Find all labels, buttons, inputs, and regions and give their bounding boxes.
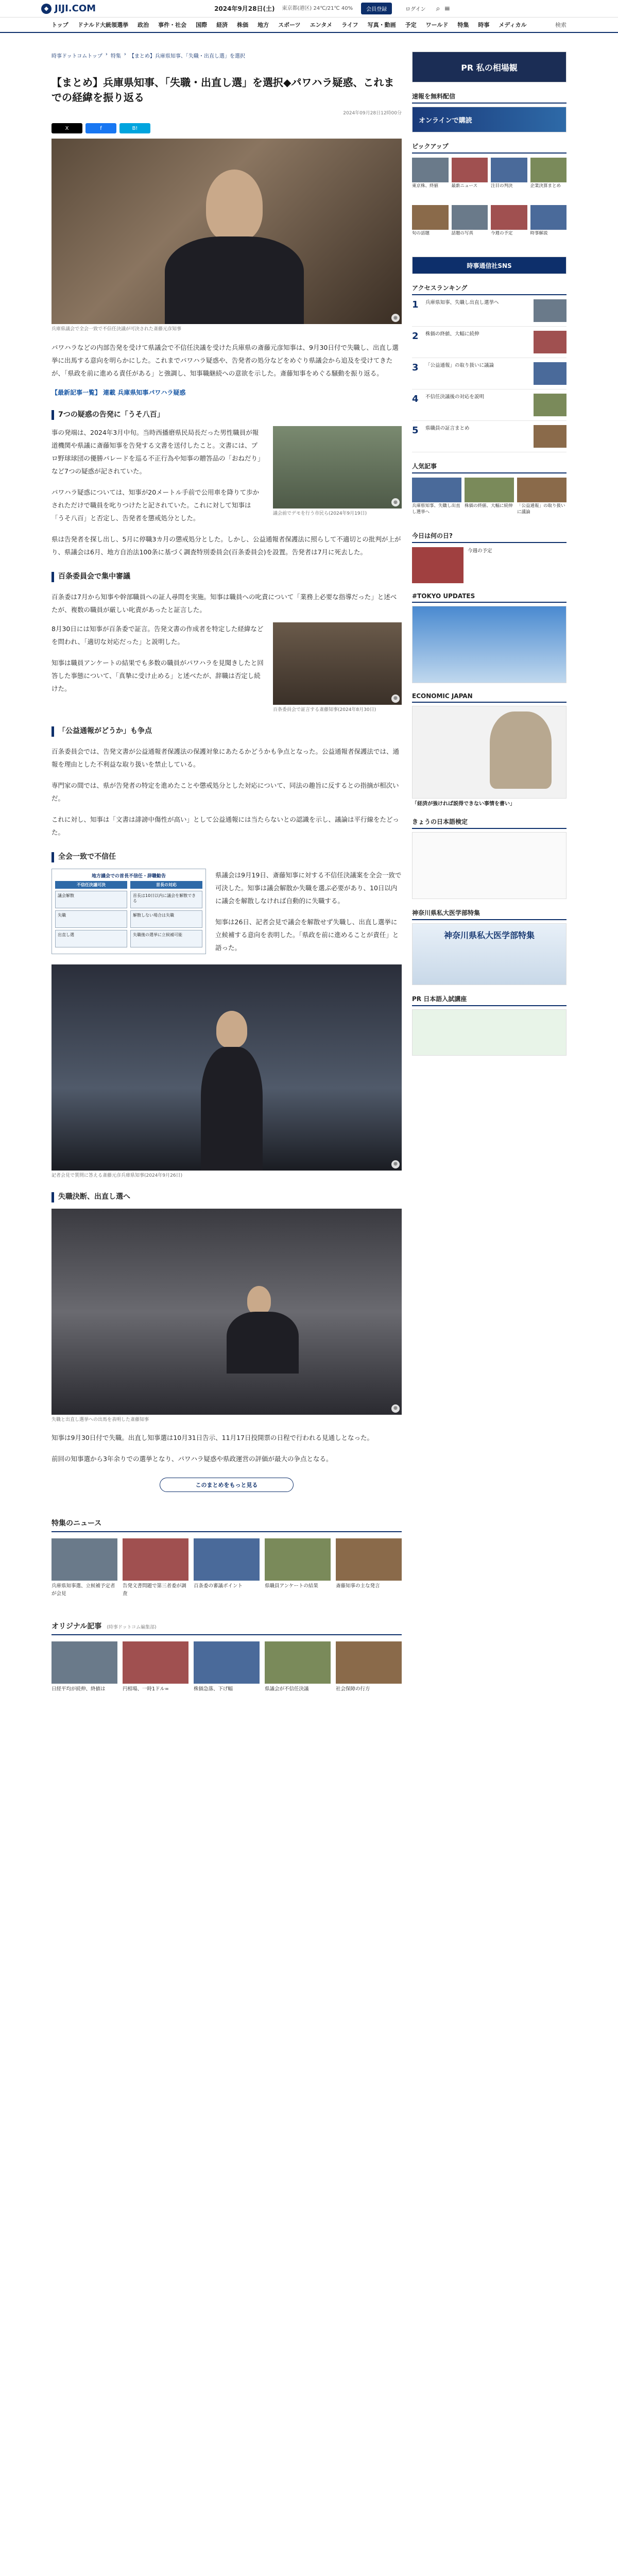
- card-title: 株価急落、下げ幅: [194, 1686, 233, 1692]
- popular-thumbnail: [412, 478, 461, 502]
- ranking-title: 兵庫県知事、失職し出直し選挙へ: [425, 300, 499, 306]
- zoom-icon[interactable]: ⊕: [391, 498, 400, 506]
- ranking-item[interactable]: [412, 421, 566, 452]
- paragraph: 県は告発者を探し出し、5月に停職3カ月の懲戒処分とした。しかし、公益通報者保護法に照らして不適切との批判が上がり、県議会は6月、地方自治法100条に基づく調査特別委員会(百条委員会)を設置。告発者は7月に死去した。: [52, 535, 401, 556]
- card-title: 円相場、一時1ドル=: [123, 1686, 169, 1692]
- site-logo[interactable]: [41, 3, 96, 14]
- card-thumbnail: [265, 1641, 331, 1684]
- pickup-title: 最新ニュース: [451, 183, 478, 189]
- person-body: [201, 1047, 263, 1171]
- popular-item[interactable]: [465, 478, 514, 522]
- quiz-heading: きょうの日本語検定: [412, 817, 566, 829]
- ranking-number: 4: [412, 394, 419, 404]
- paragraph: 事の発端は、2024年3月中旬。当時西播磨県民局長だった男性職員が報道機関や県議に斎藤知事を告発する文書を送付したこと。文書には、プロ野球球団の優勝パレードを巡る不正行為や知事の贈答品の「おねだり」など7つの疑惑が記されていた。: [52, 429, 261, 476]
- chart-cell: 失職: [55, 910, 127, 928]
- conference-photo-caption: 失職と出直し選挙への出馬を表明した斎藤知事: [52, 1417, 149, 1422]
- login-button[interactable]: ログイン: [405, 7, 426, 12]
- section-heading: 全会一致で不信任: [52, 852, 402, 862]
- press-photo[interactable]: [52, 964, 402, 1171]
- header-date: 2024年9月28日(土): [214, 5, 275, 12]
- nav-item[interactable]: 政治: [138, 22, 149, 28]
- news-card[interactable]: [336, 1641, 402, 1708]
- pickup-title: 注目の判決: [491, 183, 513, 189]
- section-heading: 「公益通報がどうか」も争点: [52, 726, 402, 737]
- ranking-number: 3: [412, 362, 419, 373]
- nav-item[interactable]: 地方: [258, 22, 269, 28]
- ranking-heading: アクセスランキング: [412, 283, 566, 295]
- ranking-number: 2: [412, 331, 419, 342]
- paragraph: 専門家の間では、県が告発者の特定を進めたことや懲戒処分とした対応について、同法の趣旨に反するとの指摘が相次いだ。: [52, 781, 399, 802]
- breadcrumb-separator-icon: ›: [124, 52, 126, 57]
- explainer-chart[interactable]: [52, 869, 206, 954]
- nav-item[interactable]: 時事: [478, 22, 490, 28]
- ranking-thumbnail: [534, 394, 566, 416]
- person-face: [247, 1286, 271, 1315]
- card-thumbnail: [194, 1538, 260, 1581]
- person-face: [206, 170, 263, 242]
- pickup-grid: [412, 158, 566, 249]
- side-ad-banner[interactable]: PR 私の相場観: [412, 52, 566, 82]
- article-updated: 2024年09月28日12時00分: [343, 111, 402, 116]
- pickup-item[interactable]: [530, 205, 567, 249]
- nav-item[interactable]: スポーツ: [278, 22, 301, 28]
- ranking-item[interactable]: [412, 389, 566, 421]
- nav-item[interactable]: ライフ: [341, 22, 358, 28]
- subscribe-banner[interactable]: オンラインで購読: [412, 107, 566, 132]
- card-thumbnail: [336, 1538, 402, 1581]
- card-thumbnail: [52, 1538, 117, 1581]
- register-button[interactable]: 会員登録: [361, 3, 392, 14]
- person-body: [227, 1312, 299, 1374]
- today-text[interactable]: 今週の予定: [468, 548, 492, 554]
- nav-item[interactable]: メディカル: [499, 22, 527, 28]
- subscribe-heading: 速報を無料配信: [412, 92, 566, 104]
- nav-item[interactable]: 写真・動画: [367, 22, 396, 28]
- paragraph: 知事は職員アンケートの結果でも多数の職員がパワハラを見聞きしたと回答した事態について、「真摯に受け止める」と述べたが、辞職は否定し続けた。: [52, 658, 264, 692]
- section-heading: 失職決断、出直し選へ: [52, 1192, 402, 1202]
- chart-title: 地方議会での首長不信任・辞職勧告: [91, 873, 166, 879]
- breadcrumb-item[interactable]: 時事ドットコムトップ: [52, 54, 102, 59]
- chart-col-header: 首長の対応: [130, 881, 202, 889]
- ranking-title: 株価の終値、大幅に続伸: [425, 331, 479, 337]
- nav-item[interactable]: 経済: [216, 22, 228, 28]
- original-title: オリジナル記事: [52, 1622, 102, 1631]
- global-nav: [0, 18, 618, 33]
- related-news-heading: [52, 1518, 402, 1532]
- pr-banner[interactable]: [412, 1009, 566, 1056]
- card-thumbnail: [123, 1641, 188, 1684]
- ranking-list: [412, 295, 566, 452]
- paragraph: 知事は9月30日付で失職。出直し知事選は10月31日告示、11月17日投開票の日程で行われる見通しとなった。: [52, 1434, 373, 1442]
- chart-cell: 失職後の選挙に立候補可能: [130, 930, 202, 947]
- card-title: 告発文書問題で第三者委が調査: [123, 1583, 186, 1597]
- pickup-item[interactable]: [412, 205, 449, 249]
- ranking-item[interactable]: [412, 358, 566, 389]
- pickup-thumbnail: [491, 205, 527, 230]
- card-title: 県職員アンケートの結果: [265, 1583, 318, 1589]
- zoom-icon[interactable]: ⊕: [391, 1404, 400, 1413]
- paragraph: 百条委は7月から知事や幹部職員への証人尋問を実施。知事は職員への叱責について「業務上必要な指導だった」と述べたが、複数の職員が厳しい叱責があったと証言した。: [52, 592, 397, 614]
- ranking-number: 5: [412, 425, 419, 436]
- pickup-thumbnail: [452, 158, 488, 182]
- article-title: 【まとめ】兵庫県知事、「失職・出直し選」を選択◆パワハラ疑惑、これまでの経緯を振り返る: [52, 76, 394, 104]
- pickup-thumbnail: [530, 158, 567, 182]
- pickup-thumbnail: [412, 158, 449, 182]
- section-photo[interactable]: [273, 622, 402, 705]
- popular-grid: [412, 478, 566, 522]
- nav-item[interactable]: 国際: [196, 22, 208, 28]
- pickup-item[interactable]: [452, 205, 488, 249]
- person-body: [165, 236, 304, 324]
- ranking-number: 1: [412, 299, 419, 310]
- nav-item[interactable]: 事件・社会: [158, 22, 187, 28]
- sidebar: [412, 52, 566, 1056]
- news-card[interactable]: [194, 1538, 260, 1605]
- related-link[interactable]: 【最新記事一覧】 連載 兵庫県知事パワハラ疑惑: [52, 388, 186, 396]
- pickup-title: 話題の写真: [451, 231, 474, 236]
- paragraph: 8月30日には知事が百条委で証言。告発文書の作成者を特定した経緯などを問われ、「適切な対応だった」と説明した。: [52, 624, 264, 646]
- card-title: 兵庫県知事選、立候補予定者が会見: [52, 1583, 115, 1597]
- breadcrumb-item[interactable]: 特集: [110, 54, 121, 59]
- nav-item[interactable]: ドナルド大統領選挙: [77, 22, 129, 28]
- section-photo-caption: 百条委員会で証言する斎藤知事(2024年8月30日): [273, 707, 376, 713]
- pickup-item[interactable]: [491, 205, 527, 249]
- news-card[interactable]: [265, 1538, 331, 1605]
- chart-cell: 解散しない場合は失職: [130, 910, 202, 928]
- ranking-thumbnail: [534, 331, 566, 353]
- breadcrumb-item[interactable]: 【まとめ】兵庫県知事、「失職・出直し選」を選択: [129, 54, 245, 59]
- economy-heading: ECONOMIC JAPAN: [412, 692, 566, 703]
- school-banner[interactable]: 神奈川県私大医学部特集: [412, 923, 566, 985]
- zoom-icon[interactable]: ⊕: [391, 314, 400, 322]
- intro-paragraph: パワハラなどの内部告発を受けて県議会で不信任決議を受けた兵庫県の斎藤元彦知事は、9月30日付で失職し、出直し選挙に出馬する意向を明らかにした。これまでパワハラ疑惑や、告発者の処分などをめぐり県議会から追及を受けてきたが、「県政を前に進める責任がある」と強調し、知事職継続への意欲を示した。斎藤知事をめぐる騒動を振り返る。: [52, 343, 399, 377]
- related-news-grid: [52, 1538, 402, 1605]
- nav-item[interactable]: ワールド: [425, 22, 449, 28]
- today-heading: 今日は何の日?: [412, 531, 566, 543]
- pickup-title: 時事解説: [530, 231, 548, 236]
- ranking-title: 不信任決議後の対応を説明: [425, 394, 485, 400]
- ranking-thumbnail: [534, 299, 566, 322]
- related-news-title: 特集のニュース: [52, 1519, 102, 1528]
- pickup-item[interactable]: [491, 158, 527, 202]
- share-hatena-button[interactable]: B!: [119, 123, 150, 133]
- pickup-item[interactable]: [452, 158, 488, 202]
- news-card[interactable]: [52, 1538, 117, 1605]
- original-heading: [52, 1621, 402, 1635]
- school-heading: 神奈川県私大医学部特集: [412, 908, 566, 920]
- search-icon[interactable]: ⌕: [436, 4, 440, 13]
- sns-banner[interactable]: 時事通信社SNS: [412, 257, 566, 274]
- person-face: [216, 1011, 247, 1048]
- pickup-title: 旬の話題: [412, 231, 430, 236]
- paragraph: 前回の知事選から3年余りでの選挙となり、パワハラ疑惑や県政運営の評価が最大の争点となる。: [52, 1455, 333, 1463]
- quiz-box[interactable]: [412, 832, 566, 899]
- popular-heading: 人気記事: [412, 462, 566, 473]
- card-thumbnail: [194, 1641, 260, 1684]
- pickup-item[interactable]: [530, 158, 567, 202]
- original-subtitle: (時事ドットコム編集部): [107, 1625, 157, 1631]
- economy-caption[interactable]: 「経済が強ければ説得できない事情を書い」: [412, 801, 515, 807]
- news-card[interactable]: [336, 1538, 402, 1605]
- economy-person-image: [490, 711, 552, 789]
- pickup-heading: ピックアップ: [412, 142, 566, 154]
- popular-item[interactable]: [517, 478, 566, 522]
- popular-thumbnail: [465, 478, 514, 502]
- ranking-title: 「公益通報」の取り扱いに議論: [425, 363, 494, 368]
- card-title: 社会保障の行方: [336, 1686, 370, 1692]
- article-main: [52, 75, 402, 1708]
- paragraph: これに対し、知事は「文書は誹謗中傷性が高い」として公益通報には当たらないとの認識を示し、議論は平行線をたどった。: [52, 815, 399, 836]
- pickup-thumbnail: [530, 205, 567, 230]
- ranking-item[interactable]: [412, 295, 566, 327]
- share-x-button[interactable]: X: [52, 123, 82, 133]
- conference-photo[interactable]: [52, 1209, 402, 1415]
- pickup-thumbnail: [452, 205, 488, 230]
- breadcrumb-separator-icon: ›: [105, 52, 108, 57]
- section-photo[interactable]: [273, 426, 402, 509]
- weather-info[interactable]: 東京都(港区) 24℃/21℃ 40%: [282, 5, 353, 11]
- popular-thumbnail: [517, 478, 566, 502]
- logo-mark-icon: ◆: [41, 4, 52, 14]
- chart-col-header: 不信任決議可決: [55, 881, 127, 889]
- main-photo-caption: 兵庫県議会で全会一致で不信任決議が可決された斎藤元彦知事: [52, 327, 182, 332]
- paragraph: 県議会は9月19日、斎藤知事に対する不信任決議案を全会一致で可決した。知事は議会解散か失職を選ぶ必要があり、10日以内に議会を解散しなければ自動的に失職する。: [215, 871, 402, 905]
- nav-search-link[interactable]: 検索: [555, 22, 566, 28]
- paragraph: 知事は26日、記者会見で議会を解散せず失職し、出直し選挙に立候補する意向を表明した。「県政を前に進めることが責任」と語った。: [215, 918, 399, 952]
- news-card[interactable]: [123, 1641, 188, 1708]
- logo-text: JIJI.COM: [55, 3, 96, 14]
- card-title: 県議会が不信任決議: [265, 1686, 309, 1692]
- today-photo[interactable]: [412, 547, 464, 583]
- ranking-title: 県職員の証言まとめ: [425, 426, 470, 431]
- ranking-item[interactable]: [412, 327, 566, 358]
- zoom-icon[interactable]: ⊕: [391, 1160, 400, 1168]
- popular-title: 株価の終値、大幅に続伸: [465, 503, 513, 509]
- pickup-thumbnail: [491, 158, 527, 182]
- site-header: [0, 0, 618, 18]
- section-photo-caption: 議会前でデモを行う市民ら(2024年9月19日): [273, 511, 367, 517]
- card-thumbnail: [336, 1641, 402, 1684]
- news-card[interactable]: [265, 1641, 331, 1708]
- popular-item[interactable]: [412, 478, 461, 522]
- news-card[interactable]: [123, 1538, 188, 1605]
- nav-item[interactable]: エンタメ: [310, 22, 333, 28]
- pickup-title: 今週の予定: [491, 231, 513, 236]
- menu-icon[interactable]: ≡: [444, 4, 451, 13]
- card-thumbnail: [265, 1538, 331, 1581]
- nav-item[interactable]: 株価: [237, 22, 249, 28]
- economy-banner[interactable]: [412, 706, 566, 799]
- share-facebook-button[interactable]: f: [85, 123, 116, 133]
- card-thumbnail: [123, 1538, 188, 1581]
- share-buttons: [52, 123, 402, 133]
- ranking-thumbnail: [534, 425, 566, 448]
- pickup-thumbnail: [412, 205, 449, 230]
- chart-cell: 出直し選: [55, 930, 127, 947]
- paragraph: パワハラ疑惑については、知事が20メートル手前で公用車を降りて歩かされただけで職員を叱りつけたと記されていた。これに対して知事は「うそ八百」と否定し、告発者を懲戒処分とした。: [52, 488, 260, 522]
- card-thumbnail: [52, 1641, 117, 1684]
- pickup-item[interactable]: [412, 158, 449, 202]
- zoom-icon[interactable]: ⊕: [391, 694, 400, 703]
- popular-title: 兵庫県知事、失職し出直し選挙へ: [412, 503, 460, 515]
- card-title: 日経平均が続伸、終値は: [52, 1686, 106, 1692]
- chart-cell: 議会解散: [55, 891, 127, 908]
- tokyo-heading: #TOKYO UPDATES: [412, 592, 566, 603]
- pickup-title: 企業決算まとめ: [530, 183, 561, 189]
- news-card[interactable]: [52, 1641, 117, 1708]
- popular-title: 「公益通報」の取り扱いに議論: [517, 503, 565, 515]
- press-photo-caption: 記者会見で質問に答える斎藤元彦兵庫県知事(2024年9月26日): [52, 1173, 183, 1178]
- more-button[interactable]: このまとめをもっと見る: [160, 1478, 294, 1492]
- section-heading: 百条委員会で集中審議: [52, 572, 402, 582]
- pr-heading: PR 日本語入試講座: [412, 994, 566, 1006]
- section-heading: 7つの疑惑の告発に「うそ八百」: [52, 410, 402, 420]
- paragraph: 百条委員会では、告発文書が公益通報者保護法の保護対象にあたるかどうかも争点となった。公益通報者保護法では、通報を理由とした不利益な取り扱いを禁止している。: [52, 747, 400, 768]
- nav-item[interactable]: 特集: [457, 22, 469, 28]
- pickup-title: 東京株、終値: [412, 183, 439, 189]
- news-card[interactable]: [194, 1641, 260, 1708]
- nav-item[interactable]: 予定: [405, 22, 417, 28]
- nav-item[interactable]: トップ: [52, 22, 68, 28]
- chart-cell: 首長は10日以内に議会を解散できる: [130, 891, 202, 908]
- main-photo[interactable]: [52, 139, 402, 324]
- breadcrumb: [52, 52, 402, 59]
- tokyo-banner[interactable]: [412, 606, 566, 683]
- original-grid: [52, 1641, 402, 1708]
- card-title: 百条委の審議ポイント: [194, 1583, 243, 1589]
- card-title: 斎藤知事の主な発言: [336, 1583, 380, 1589]
- ranking-thumbnail: [534, 362, 566, 385]
